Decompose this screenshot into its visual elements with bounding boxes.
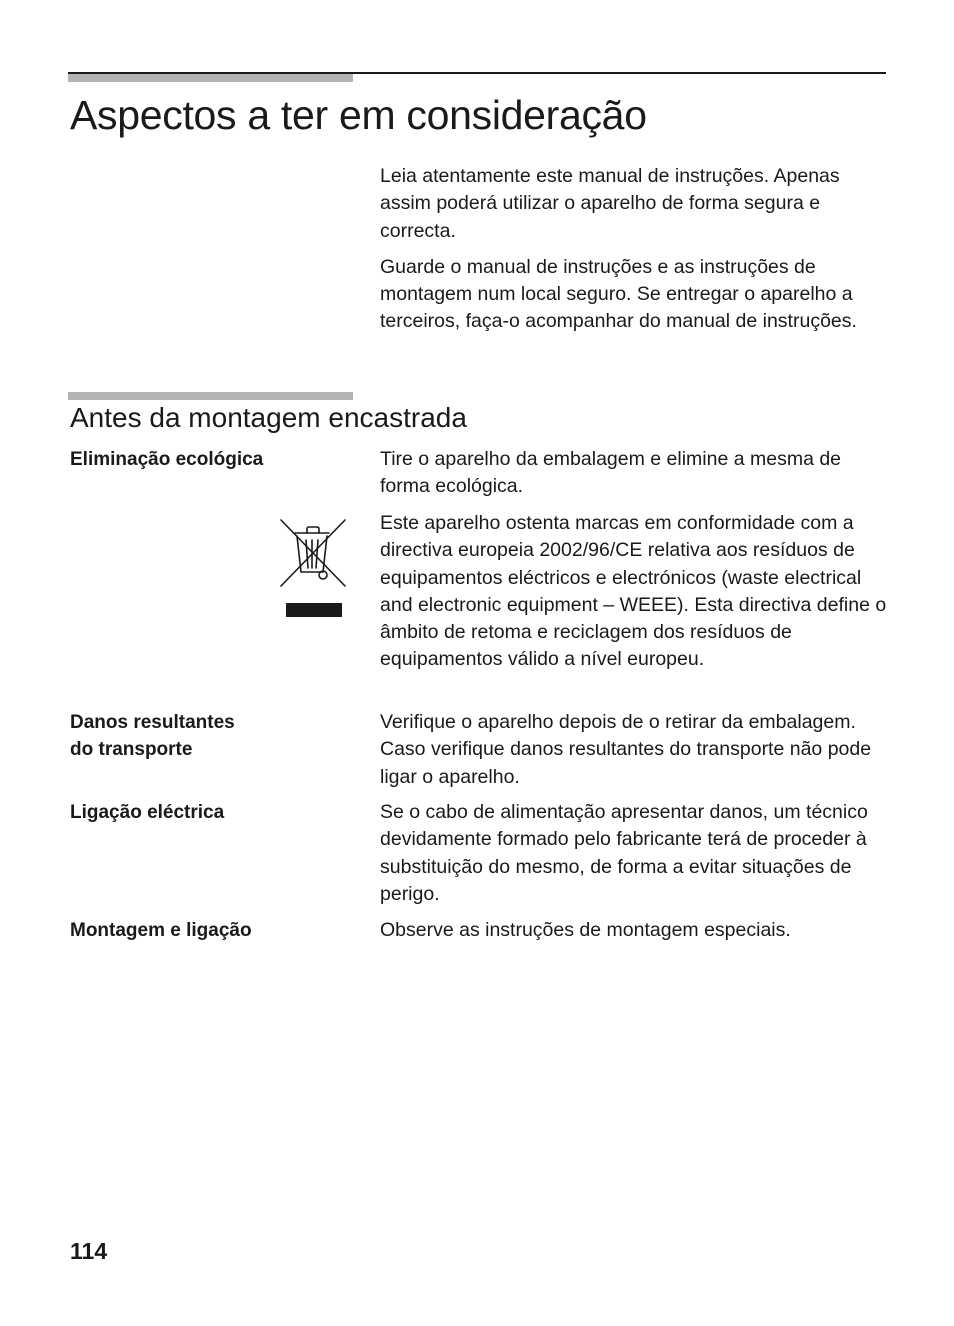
header-rule-accent [68,74,353,82]
intro-text [380,163,890,336]
label-ligacao-electrica: Ligação eléctrica [70,802,225,823]
label-danos-line-1: Danos resultantes [70,712,235,733]
text-ligacao-electrica [380,799,890,908]
label-montagem-ligacao: Montagem e ligação [70,920,252,941]
paragraph-eliminacao: Tire o aparelho da embalagem e elimine a mesma de forma ecológica. [380,448,842,498]
section-rule-accent [68,392,353,400]
paragraph-ligacao: Se o cabo de alimentação apresentar danos, um técnico devidamente formado pelo fabricante terá de proceder à substituição do mesmo, de forma a evitar situações de perigo. [380,801,868,905]
paragraph-weee: Este aparelho ostenta marcas em conformidade com a directiva europeia 2002/96/CE relativa aos resíduos de equipamentos eléctricos e electrónicos (waste electrical and electronic equipment – WEEE). Esta directiva define o âmbito de retoma e reciclagem dos resíduos de equipamentos válido a nível europeu. [380,512,887,671]
page-number: 114 [70,1238,108,1264]
section-title: Antes da montagem encastrada [70,402,467,433]
label-danos-transporte [70,709,235,764]
text-montagem-ligacao [380,917,890,944]
intro-paragraph-1: Leia atentamente este manual de instruções. Apenas assim poderá utilizar o aparelho de forma segura e correcta. [380,165,840,242]
weee-crossed-bin-icon [277,516,349,620]
text-eliminacao-ecologica [380,446,890,501]
text-danos-transporte [380,709,890,791]
label-danos-line-2: do transporte [70,739,193,761]
text-weee [380,510,890,674]
paragraph-montagem: Observe as instruções de montagem especiais. [380,919,791,941]
label-eliminacao-ecologica: Eliminação ecológica [70,449,264,470]
paragraph-danos: Verifique o aparelho depois de o retirar da embalagem. Caso verifique danos resultantes do transporte não pode ligar o aparelho. [380,711,872,788]
page-title: Aspectos a ter em consideração [70,92,647,138]
intro-paragraph-2: Guarde o manual de instruções e as instruções de montagem num local seguro. Se entregar o aparelho a terceiros, faça-o acompanhar do manual de instruções. [380,255,857,333]
